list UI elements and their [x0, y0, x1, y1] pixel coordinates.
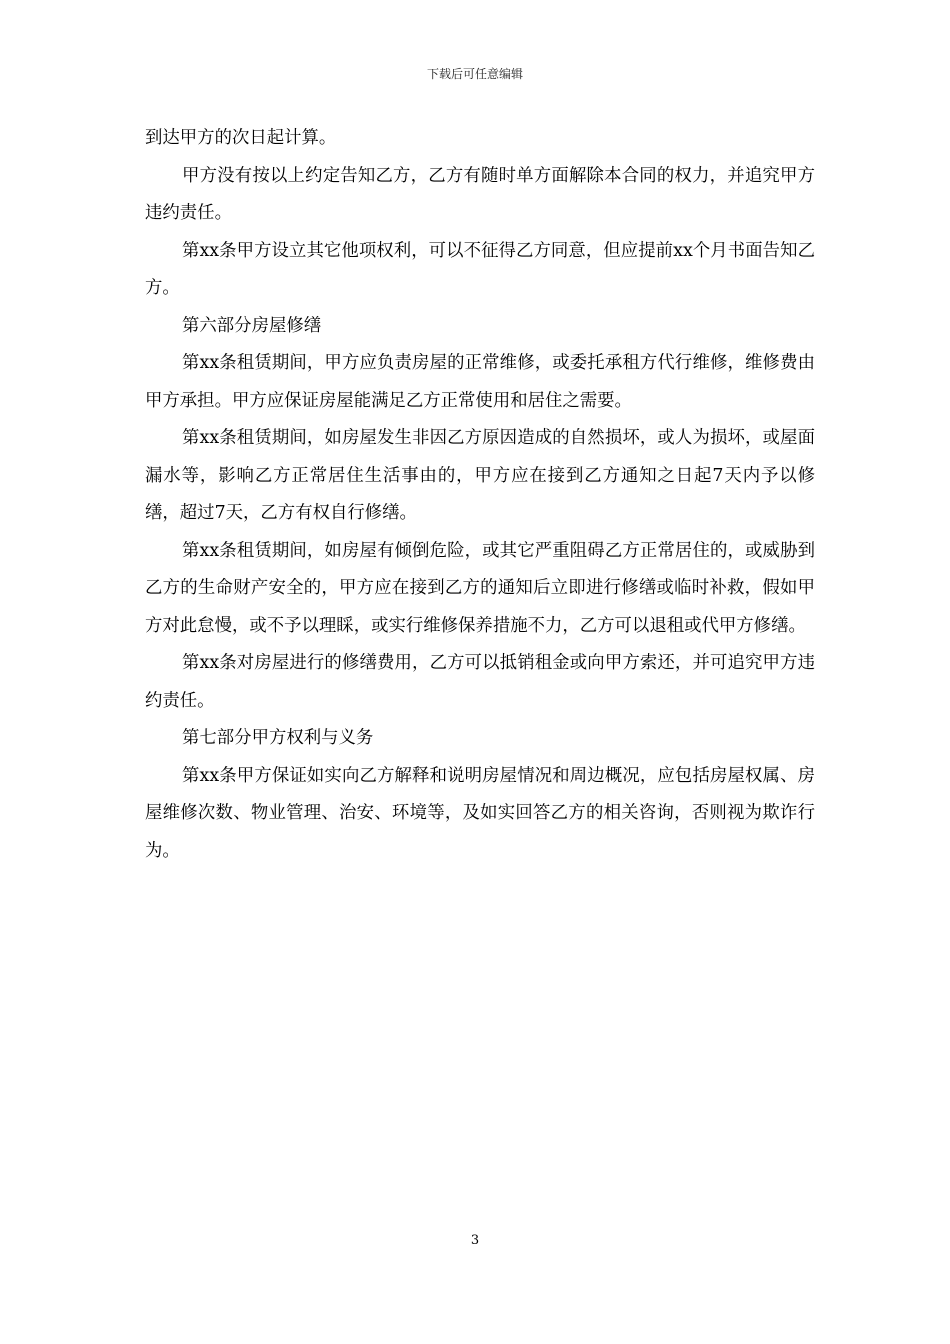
paragraph: 第xx条甲方设立其它他项权利，可以不征得乙方同意，但应提前xx个月书面告知乙方。 [145, 240, 815, 298]
paragraph: 甲方没有按以上约定告知乙方，乙方有随时单方面解除本合同的权力，并追究甲方违约责任。 [145, 165, 815, 223]
page-number: 3 [470, 1233, 480, 1248]
section-heading: 第七部分甲方权利与义务 [182, 728, 374, 748]
paragraph: 第xx条租赁期间，甲方应负责房屋的正常维修，或委托承租方代行维修，维修费由甲方承担。甲方应保证房屋能满足乙方正常使用和居住之需要。 [145, 353, 815, 411]
paragraph: 第xx条租赁期间，如房屋有倾倒危险，或其它严重阻碍乙方正常居住的，或威胁到乙方的生命财产安全的，甲方应在接到乙方的通知后立即进行修缮或临时补救，假如甲方对此怠慢，或不予以理睬，或实行维修保养措施不力，乙方可以退租或代甲方修缮。 [145, 540, 815, 636]
paragraph: 第xx条租赁期间，如房屋发生非因乙方原因造成的自然损坏，或人为损坏，或屋面漏水等，影响乙方正常居住生活事由的，甲方应在接到乙方通知之日起7天内予以修缮，超过7天，乙方有权自行修缮。 [145, 428, 815, 523]
page-header: 下载后可任意编辑 [426, 67, 523, 81]
paragraph: 第xx条对房屋进行的修缮费用，乙方可以抵销租金或向甲方索还，并可追究甲方违约责任。 [145, 653, 815, 711]
document-body [145, 120, 815, 870]
paragraph-continuation: 到达甲方的次日起计算。 [145, 128, 337, 148]
paragraph: 第xx条甲方保证如实向乙方解释和说明房屋情况和周边概况，应包括房屋权属、房屋维修次数、物业管理、治安、环境等，及如实回答乙方的相关咨询，否则视为欺诈行为。 [145, 765, 815, 861]
section-heading: 第六部分房屋修缮 [182, 315, 322, 336]
